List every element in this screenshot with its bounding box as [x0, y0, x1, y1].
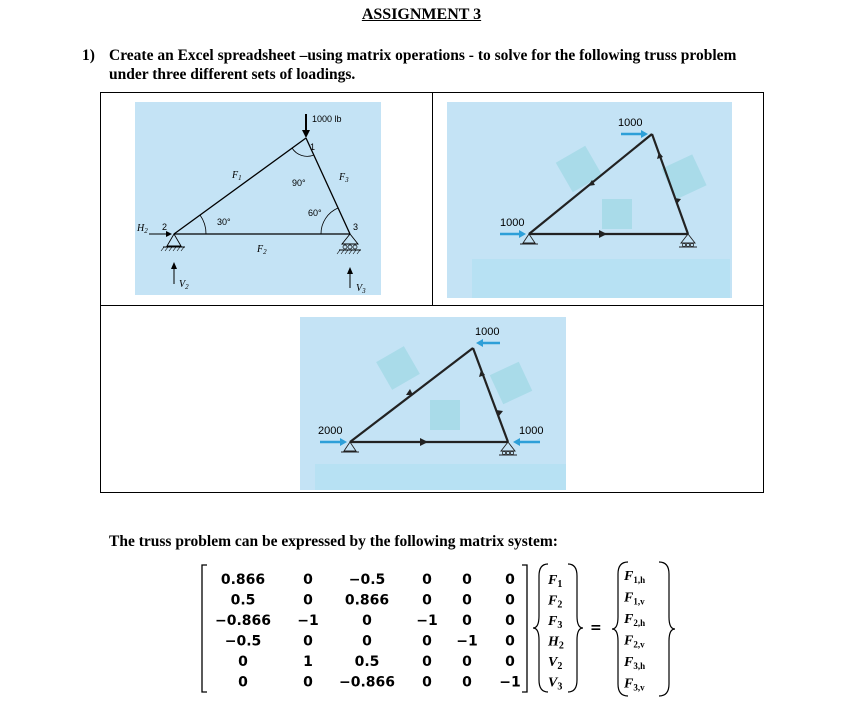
matrix-cell: 0.866	[344, 592, 390, 609]
unknown-entry: $V_3$	[548, 675, 563, 693]
matrix-cell: 0	[362, 613, 372, 629]
matrix-cell: −1	[297, 613, 319, 629]
matrix-cell: 0	[505, 613, 515, 629]
matrix-cell: 1	[303, 654, 313, 670]
member-f2-label: $F_2$	[257, 244, 267, 256]
matrix-cell: 0	[422, 572, 432, 588]
right-load-label: 1000	[519, 425, 544, 437]
angle-top-label: 90°	[292, 178, 306, 188]
reaction-h2-label: $H_2$	[137, 223, 148, 235]
matrix-cell: 0	[505, 572, 515, 588]
unknown-entry: $V_2$	[548, 655, 563, 672]
frame-divider-horizontal	[101, 305, 763, 306]
deco-square	[430, 400, 460, 430]
matrix-equation	[196, 560, 716, 704]
truss-diagram-panel	[135, 102, 381, 295]
top-load-label: 1000	[475, 326, 500, 338]
matrix-cell: 0	[362, 633, 372, 650]
rhs-entry: $F_{2,v}$	[624, 633, 645, 650]
matrix-cell: 0	[462, 572, 472, 588]
matrix-cell: 0.5	[354, 654, 380, 670]
rhs-entry: $F_{1,h}$	[624, 569, 646, 585]
rhs-entry: $F_{2,h}$	[624, 612, 646, 628]
matrix-cell: 0	[462, 674, 472, 691]
matrix-cell: 0	[422, 633, 432, 650]
angle-left-label: 30°	[217, 217, 231, 227]
matrix-cell: 0	[462, 592, 472, 609]
loading-case-2-panel	[300, 317, 566, 490]
matrix-cell: 0.5	[230, 592, 256, 609]
unknown-entry: $F_3$	[548, 614, 563, 631]
ground-block	[315, 464, 566, 490]
panel-background	[135, 102, 381, 295]
ground-block	[472, 259, 730, 298]
unknowns-left-brace	[533, 564, 548, 692]
node-1-label: 1	[310, 142, 316, 152]
matrix-cell: −1	[456, 633, 478, 650]
matrix-cell: 0	[422, 674, 432, 691]
unknown-entry: $F_1$	[548, 573, 563, 590]
node-2-label: 2	[162, 222, 168, 232]
frame-divider-vertical	[432, 93, 433, 305]
rhs-entry: $F_{1,v}$	[624, 590, 645, 607]
matrix-cell: 0	[422, 592, 432, 609]
matrix-right-bracket	[522, 565, 527, 692]
question-text: Create an Excel spreadsheet –using matrix operations - to solve for the following truss problem under three different sets of loadings.	[109, 47, 737, 83]
load-label: 1000 lb	[312, 114, 342, 124]
loading-case-1-panel	[447, 102, 732, 298]
matrix-cell: 0	[303, 633, 313, 650]
matrix-cell: 0	[303, 572, 313, 588]
matrix-cell: −0.5	[224, 633, 262, 650]
matrix-cell: 0	[505, 633, 515, 650]
rhs-entry: $F_{3,h}$	[624, 655, 646, 671]
rhs-right-brace	[659, 562, 675, 696]
matrix-cell: 0	[238, 674, 248, 691]
member-f3-label: $F_3$	[339, 172, 349, 184]
member-f1-label: $F_1$	[232, 170, 242, 182]
matrix-cell: 0.866	[220, 572, 266, 588]
top-load-label: 1000	[618, 117, 643, 129]
node-3-label: 3	[353, 222, 359, 232]
matrix-cell: −0.866	[338, 674, 396, 691]
angle-right-label: 60°	[308, 208, 322, 218]
matrix-cell: 0	[238, 654, 248, 670]
reaction-v3-label: $V_3$	[356, 283, 366, 295]
matrix-cell: 0	[422, 654, 432, 670]
matrix-cell: 0	[303, 674, 313, 691]
unknowns-right-brace	[568, 564, 583, 692]
unknown-entry: $F_2$	[548, 593, 563, 611]
left-load-label: 1000	[500, 217, 525, 229]
matrix-cell: 0	[462, 613, 472, 629]
unknown-entry: $H_2$	[548, 634, 564, 652]
matrix-cell: −0.5	[348, 572, 386, 588]
rhs-entry: $F_{3,v}$	[624, 676, 645, 693]
matrix-cell: −1	[416, 613, 438, 629]
matrix-cell: −1	[499, 674, 521, 691]
deco-square	[602, 199, 632, 229]
equals-sign: =	[590, 620, 602, 636]
reaction-v2-label: $V_2$	[179, 279, 189, 291]
assignment-title: ASSIGNMENT 3	[361, 6, 482, 23]
left-load-label: 2000	[318, 425, 343, 437]
matrix-cell: 0	[462, 654, 472, 670]
matrix-left-bracket	[202, 565, 207, 692]
matrix-statement: The truss problem can be expressed by the following matrix system:	[109, 533, 558, 550]
matrix-cell: 0	[505, 592, 515, 609]
matrix-cell: −0.866	[214, 613, 272, 629]
matrix-cell: 0	[505, 654, 515, 670]
matrix-cell: 0	[303, 592, 313, 609]
question-number: 1)	[82, 47, 95, 64]
